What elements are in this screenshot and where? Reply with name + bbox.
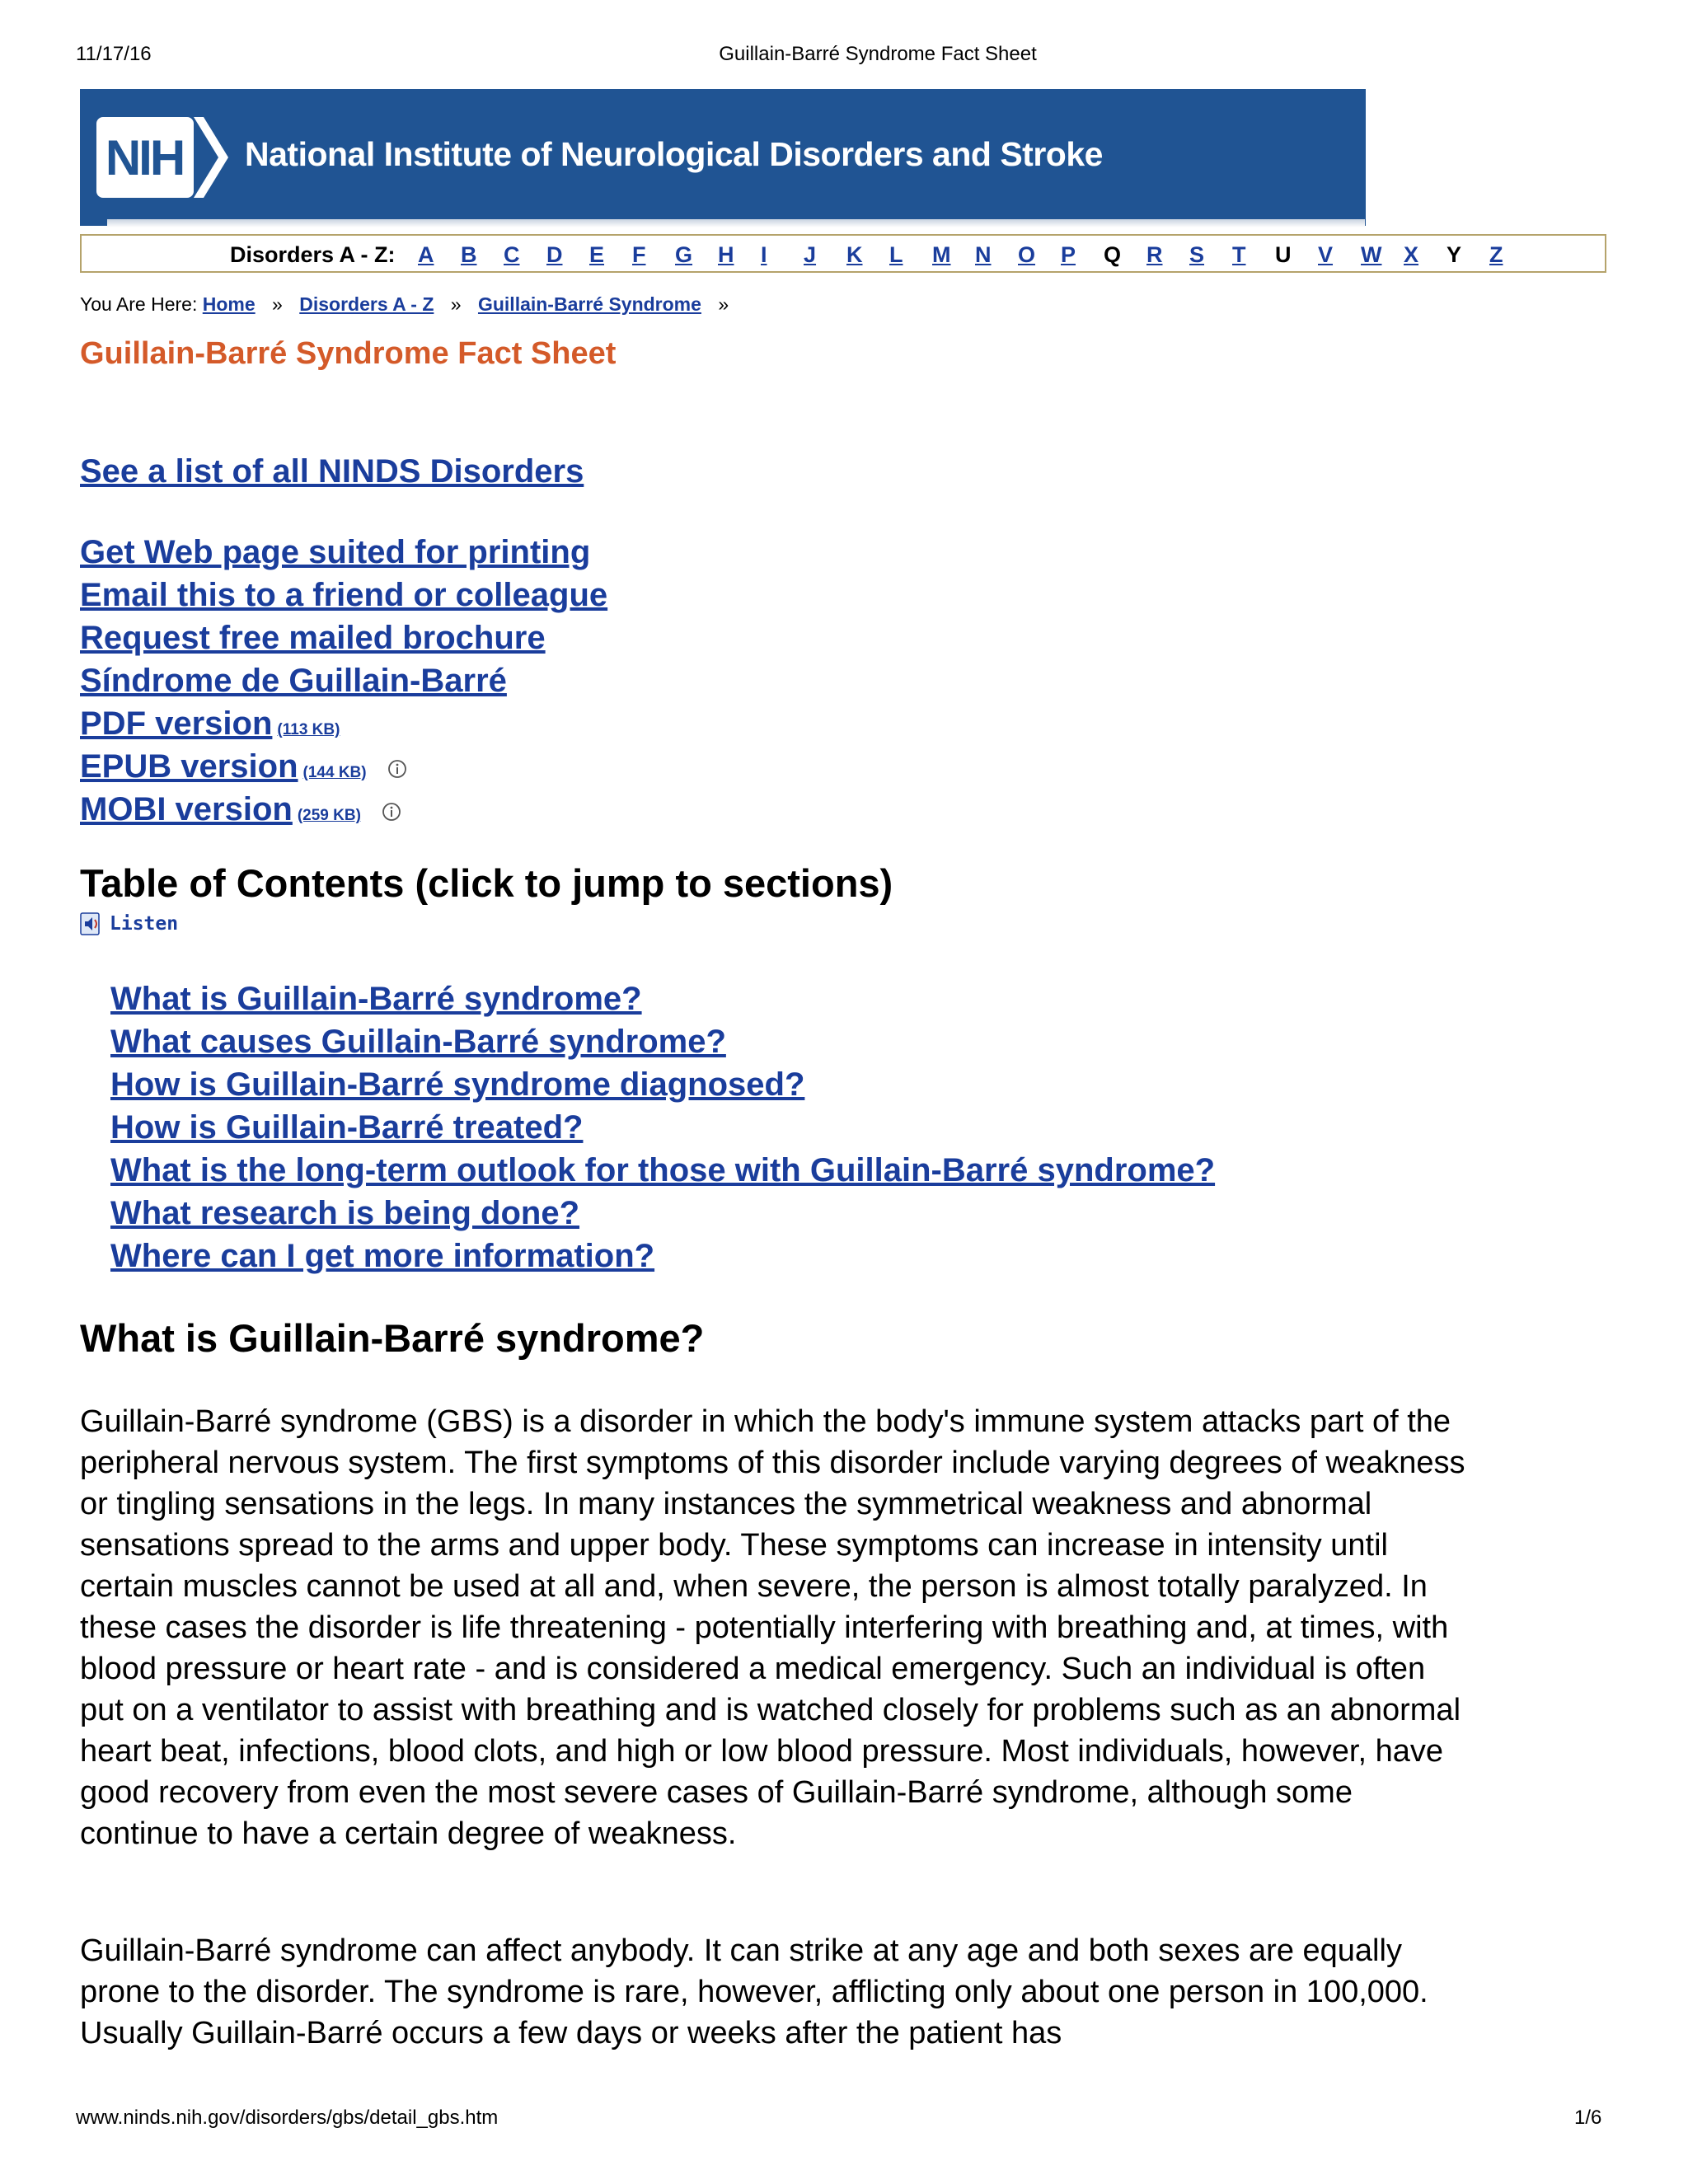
az-letter-z[interactable]: Z <box>1489 242 1503 267</box>
az-letter-m[interactable]: M <box>932 242 951 267</box>
mobi-version-link[interactable]: MOBI version <box>80 791 293 827</box>
nih-logo <box>95 112 235 203</box>
footer-url: www.ninds.nih.gov/disorders/gbs/detail_gbs.htm <box>76 2107 499 2129</box>
az-letter-b[interactable]: B <box>461 242 477 267</box>
info-icon[interactable] <box>387 759 407 779</box>
section-heading: What is Guillain-Barré syndrome? <box>80 1316 705 1360</box>
info-icon[interactable] <box>382 802 401 822</box>
toc-link-treatment[interactable]: How is Guillain-Barré treated? <box>110 1109 584 1146</box>
print-header <box>0 43 1688 73</box>
spanish-version-link[interactable]: Síndrome de Guillain-Barré <box>80 663 507 699</box>
epub-size[interactable]: (144 KB) <box>302 764 367 781</box>
az-letter-r[interactable]: R <box>1146 242 1163 267</box>
toc-heading: Table of Contents (click to jump to sections) <box>80 861 893 905</box>
all-disorders-link[interactable]: See a list of all NINDS Disorders <box>80 453 584 490</box>
banner-shadow <box>107 219 1365 227</box>
body-paragraph: Guillain-Barré syndrome can affect anybody. It can strike at any age and both sexes are equally prone to the disorder. The syndrome is rare, however, afflicting only about one person in 100,000. Usually Guillain-Barré occurs a few days or weeks after the patient has <box>80 1933 1428 2050</box>
toc-link-diagnosis[interactable]: How is Guillain-Barré syndrome diagnosed? <box>110 1066 805 1103</box>
toc-link-outlook[interactable]: What is the long-term outlook for those with Guillain-Barré syndrome? <box>110 1152 1216 1188</box>
az-letter-y: Y <box>1447 242 1462 267</box>
az-letter-g[interactable]: G <box>675 242 693 267</box>
az-letter-j[interactable]: J <box>804 242 817 267</box>
epub-version-link[interactable]: EPUB version <box>80 748 298 785</box>
az-letter-list <box>418 242 1532 268</box>
listen-button[interactable] <box>80 912 178 936</box>
toc-link-more-info[interactable]: Where can I get more information? <box>110 1238 655 1274</box>
az-letter-f[interactable]: F <box>632 242 646 267</box>
az-letter-l[interactable]: L <box>889 242 903 267</box>
toc-link-research[interactable]: What research is being done? <box>110 1195 580 1231</box>
breadcrumb-home-link[interactable]: Home <box>202 293 256 315</box>
listen-label: Listen <box>110 913 179 935</box>
footer-page-number: 1/6 <box>1574 2107 1602 2129</box>
brochure-link[interactable]: Request free mailed brochure <box>80 620 546 656</box>
svg-text:NIH: NIH <box>105 130 184 185</box>
print-date: 11/17/16 <box>76 43 152 65</box>
resource-links <box>80 531 607 831</box>
az-letter-n[interactable]: N <box>975 242 992 267</box>
az-letter-q: Q <box>1104 242 1122 267</box>
breadcrumb-prefix: You Are Here: <box>80 293 198 315</box>
breadcrumb-gbs-link[interactable]: Guillain-Barré Syndrome <box>477 293 701 315</box>
az-letter-v[interactable]: V <box>1318 242 1334 267</box>
az-letter-u: U <box>1275 242 1292 267</box>
az-letter-x[interactable]: X <box>1404 242 1419 267</box>
az-letter-o[interactable]: O <box>1018 242 1036 267</box>
breadcrumb-disorders-link[interactable]: Disorders A - Z <box>299 293 434 315</box>
toc-link-what-is[interactable]: What is Guillain-Barré syndrome? <box>110 981 642 1017</box>
az-letter-k[interactable]: K <box>846 242 863 267</box>
breadcrumb-separator: » <box>450 293 462 315</box>
pdf-version-link[interactable]: PDF version <box>80 705 273 742</box>
az-letter-a[interactable]: A <box>418 242 434 267</box>
site-banner[interactable] <box>80 89 1366 226</box>
email-link[interactable]: Email this to a friend or colleague <box>80 577 608 613</box>
page-title: Guillain-Barré Syndrome Fact Sheet <box>80 336 617 371</box>
az-letter-c[interactable]: C <box>504 242 520 267</box>
toc-link-causes[interactable]: What causes Guillain-Barré syndrome? <box>110 1024 726 1060</box>
az-letter-w[interactable]: W <box>1361 242 1382 267</box>
breadcrumb-separator: » <box>272 293 283 315</box>
institute-name: National Institute of Neurological Disorders and Stroke <box>245 135 1103 173</box>
az-letter-i[interactable]: I <box>761 242 767 267</box>
body-paragraph: Guillain-Barré syndrome (GBS) is a disorder in which the body's immune system attacks part of the peripheral nervous system. The first symptoms of this disorder include varying degrees of weakness or tingling sensations in the legs. In many instances the symmetrical weakness and abnormal sensations spread to the arms and upper body. These symptoms can increase in intensity until certain muscles cannot be used at all and, when severe, the person is almost totally paralyzed. In these cases the disorder is life threatening - potentially interfering with breathing and, at times, with blood pressure or heart rate - and is considered a medical emergency. Such an individual is often put on a ventilator to assist with breathing and is watched closely for problems such as an abnormal heart beat, infections, blood clots, and high or low blood pressure. Most individuals, however, have good recovery from even the most severe cases of Guillain-Barré syndrome, although some continue to have a certain degree of weakness. <box>80 1404 1465 1851</box>
mobi-size[interactable]: (259 KB) <box>297 807 361 824</box>
print-version-link[interactable]: Get Web page suited for printing <box>80 534 591 570</box>
breadcrumb <box>80 293 740 316</box>
breadcrumb-separator: » <box>718 293 729 315</box>
az-label: Disorders A - Z: <box>230 242 396 267</box>
speaker-icon <box>80 912 105 936</box>
toc-list <box>110 977 1215 1277</box>
az-letter-h[interactable]: H <box>718 242 734 267</box>
az-letter-d[interactable]: D <box>546 242 563 267</box>
az-letter-p[interactable]: P <box>1061 242 1076 267</box>
pdf-size[interactable]: (113 KB) <box>277 721 340 738</box>
az-letter-e[interactable]: E <box>589 242 605 267</box>
print-title: Guillain-Barré Syndrome Fact Sheet <box>719 43 1037 65</box>
az-letter-s[interactable]: S <box>1189 242 1205 267</box>
az-navigation <box>80 234 1606 273</box>
az-letter-t[interactable]: T <box>1232 242 1246 267</box>
